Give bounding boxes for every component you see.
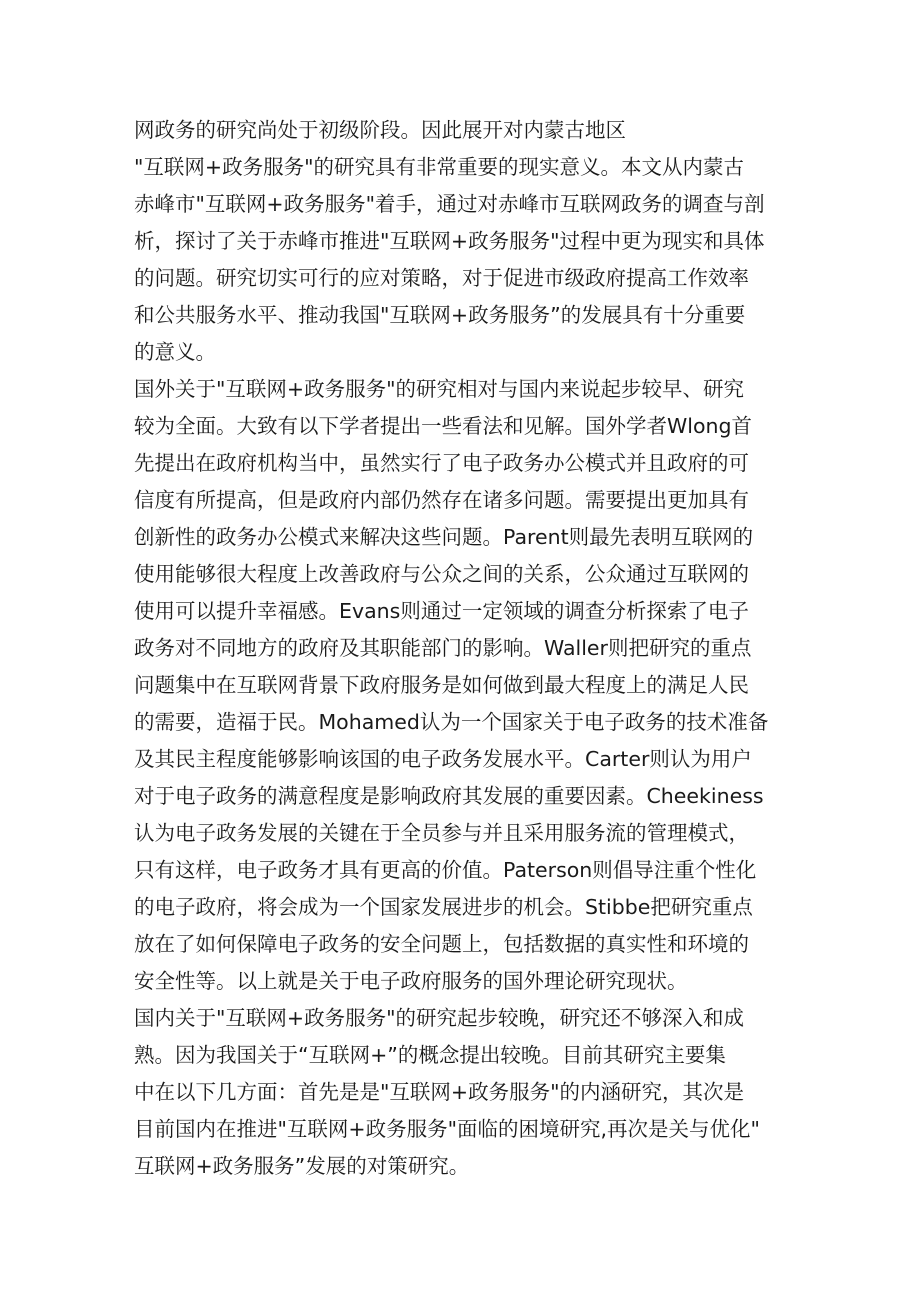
text-line: "互联网+政务服务"的研究具有非常重要的现实意义。本文从内蒙古 <box>134 155 745 179</box>
text-line: 的意义。 <box>134 340 216 364</box>
text-line: 析，探讨了关于赤峰市推进"互联网+政务服务"过程中更为现实和具体 <box>134 229 765 253</box>
text-line: 中在以下几方面：首先是是"互联网+政务服务"的内涵研究，其次是 <box>134 1080 745 1104</box>
text-line: 目前国内在推进"互联网+政务服务"面临的困境研究,再次是关与优化" <box>134 1117 760 1141</box>
text-line: 的需要，造福于民。Mohamed认为一个国家关于电子政务的技术准备 <box>134 710 769 734</box>
text-line: 信度有所提高，但是政府内部仍然存在诸多问题。需要提出更加具有 <box>134 488 749 512</box>
text-line: 较为全面。大致有以下学者提出一些看法和见解。国外学者Wlong首 <box>134 414 753 438</box>
text-line: 只有这样，电子政务才具有更高的价值。Paterson则倡导注重个性化 <box>134 858 757 882</box>
text-line: 使用能够很大程度上改善政府与公众之间的关系，公众通过互联网的 <box>134 562 749 586</box>
text-line: 认为电子政务发展的关键在于全员参与并且采用服务流的管理模式， <box>134 821 749 845</box>
text-line: 国内关于"互联网+政务服务"的研究起步较晚，研究还不够深入和成 <box>134 1006 745 1030</box>
text-line: 政务对不同地方的政府及其职能部门的影响。Waller则把研究的重点 <box>134 636 752 660</box>
text-line: 网政务的研究尚处于初级阶段。因此展开对内蒙古地区 <box>134 118 626 142</box>
text-line: 对于电子政务的满意程度是影响政府其发展的重要因素。Cheekiness <box>134 784 764 808</box>
text-line: 使用可以提升幸福感。Evans则通过一定领域的调查分析探索了电子 <box>134 599 749 623</box>
text-line: 和公共服务水平、推动我国"互联网+政务服务”的发展具有十分重要 <box>134 303 746 327</box>
text-line: 的问题。研究切实可行的应对策略，对于促进市级政府提高工作效率 <box>134 266 749 290</box>
text-line: 熟。因为我国关于“互联网+”的概念提出较晚。目前其研究主要集 <box>134 1043 726 1067</box>
text-line: 互联网+政务服务”发展的对策研究。 <box>134 1154 470 1178</box>
text-line: 的电子政府，将会成为一个国家发展进步的机会。Stibbe把研究重点 <box>134 895 753 919</box>
text-line: 问题集中在互联网背景下政府服务是如何做到最大程度上的满足人民 <box>134 673 749 697</box>
text-line: 安全性等。以上就是关于电子政府服务的国外理论研究现状。 <box>134 969 688 993</box>
text-line: 放在了如何保障电子政务的安全问题上，包括数据的真实性和环境的 <box>134 932 749 956</box>
text-line: 及其民主程度能够影响该国的电子政务发展水平。Carter则认为用户 <box>134 747 752 771</box>
text-line: 创新性的政务办公模式来解决这些问题。Parent则最先表明互联网的 <box>134 525 754 549</box>
text-line: 赤峰市"互联网+政务服务"着手，通过对赤峰市互联网政务的调查与剖 <box>134 192 765 216</box>
text-line: 先提出在政府机构当中，虽然实行了电子政务办公模式并且政府的可 <box>134 451 749 475</box>
text-line: 国外关于"互联网+政务服务"的研究相对与国内来说起步较早、研究 <box>134 377 745 401</box>
body-text <box>134 112 794 1185</box>
